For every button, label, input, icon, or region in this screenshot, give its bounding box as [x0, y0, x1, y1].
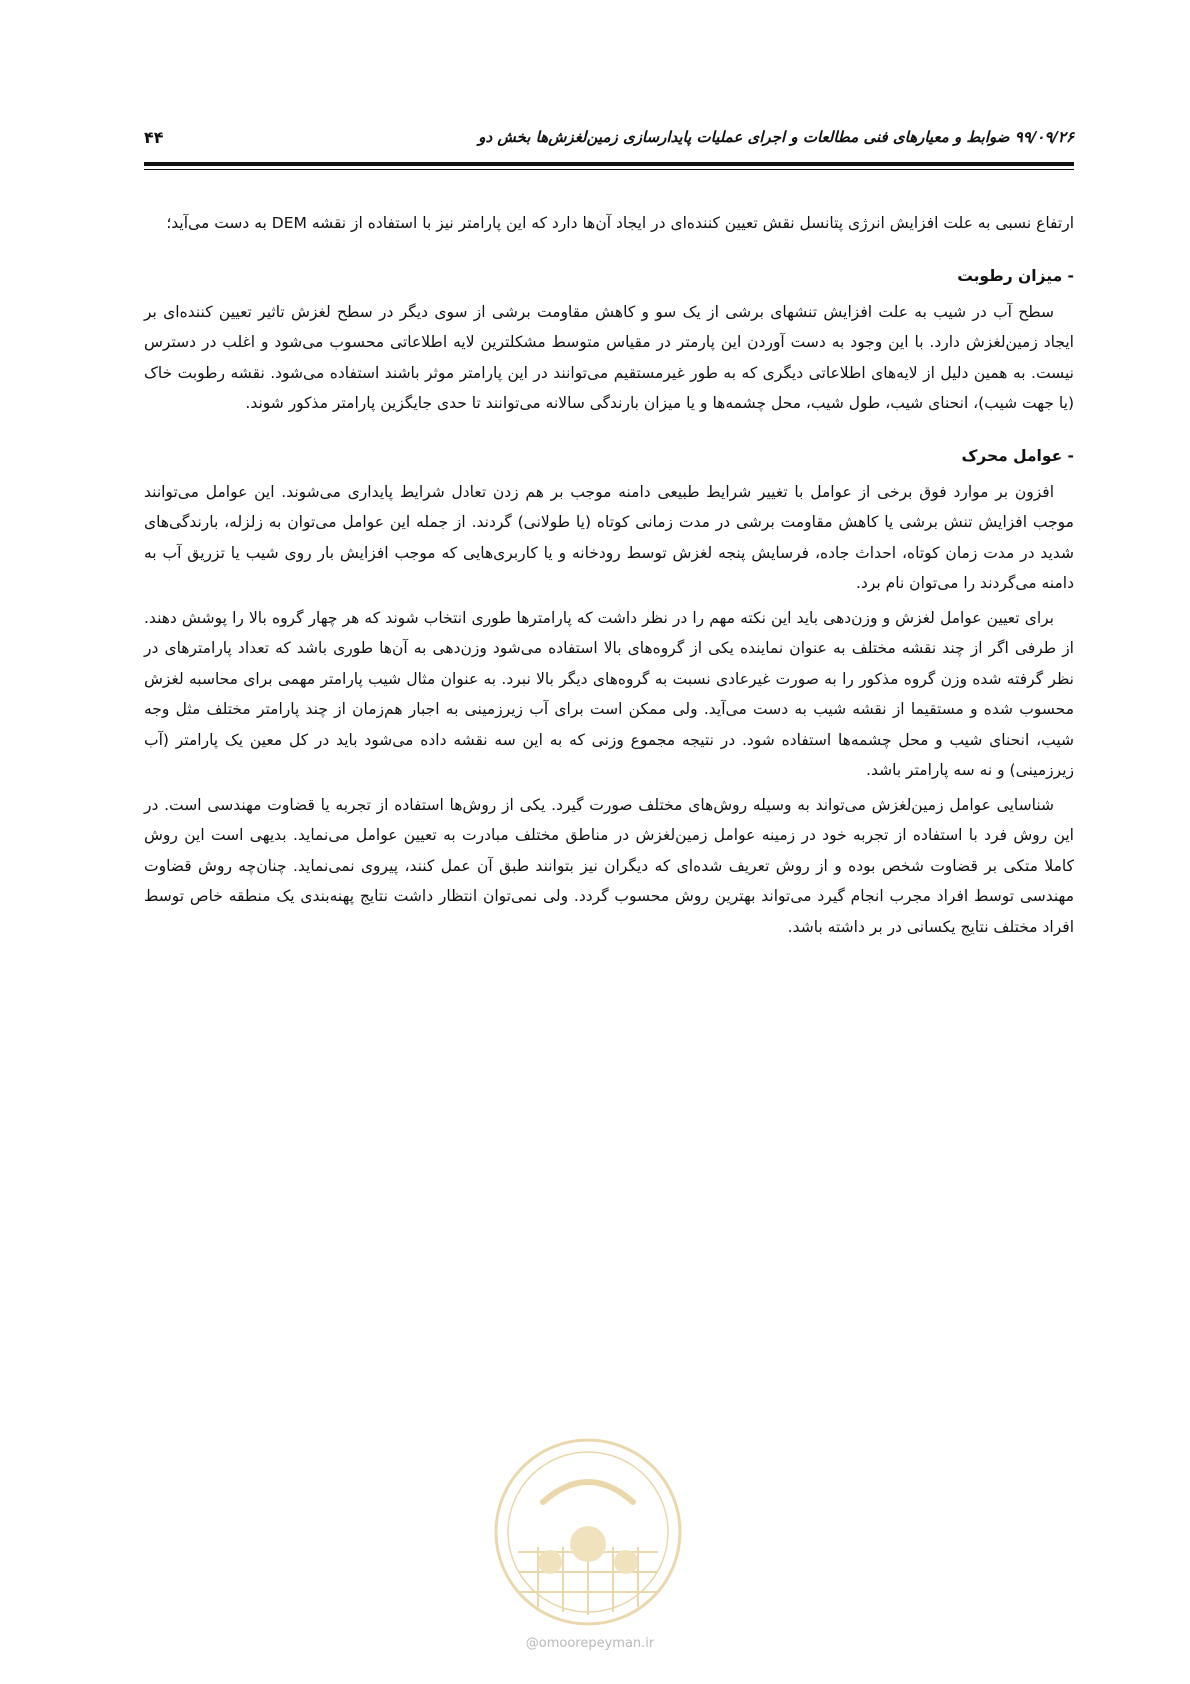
paragraph-identification: شناسایی عوامل زمین‌لغزش می‌تواند به وسیله روش‌های مختلف صورت گیرد. یکی از روش‌ها استفاده از تجربه یا قضاوت مهندسی است. در این روش فرد با استفاده از تجربه خود در زمینه عوامل زمین‌لغزش در مناطق مختلف مبادرت به تعیین عوامل می‌نماید. بدیهی است این روش کاملا متکی بر قضاوت شخص بوده و از روش تعریف شده‌ای که دیگران نیز بتوانند طبق آن عمل کنند، پیروی نمی‌نماید. چنان‌چه روش قضاوت مهندسی توسط افراد مجرب انجام گیرد می‌تواند بهترین روش محسوب گردد. ولی نمی‌توان انتظار داشت نتایج پهنه‌بندی یک منطقه خاص توسط افراد مختلف نتایج یکسانی در بر داشته باشد.	[144, 795, 1074, 936]
heading-moisture: - میزان رطوبت	[957, 266, 1074, 285]
paragraph-triggers: افزون بر موارد فوق برخی از عوامل با تغییر شرایط طبیعی دامنه موجب بر هم زدن تعادل شرایط پایداری می‌شوند. این عوامل می‌توانند موجب افزایش تنش برشی یا کاهش مقاومت برشی در مدت زمانی کوتاه (یا طولانی) گردند. از جمله این عوامل می‌توان به زلزله، بارندگی‌های شدید در مدت زمان کوتاه، احداث جاده، فرسایش پنجه لغزش توسط رودخانه و یا کاربری‌هایی که موجب افزایش بار روی شیب یا تزریق آب به دامنه می‌گردند را می‌توان نام برد.	[144, 482, 1074, 592]
watermark-logo-icon	[488, 1432, 688, 1632]
paragraph-relative-height: ارتفاع نسبی به علت افزایش انرژی پتانسل نقش تعیین کننده‌ای در ایجاد آن‌ها دارد که این پارامتر نیز با استفاده از نقشه DEM به دست می‌آید؛	[166, 214, 1074, 232]
paragraph-weighting: برای تعیین عوامل لغزش و وزن‌دهی باید این نکته مهم را در نظر داشت که پارامترها طوری انتخاب شوند که هر چهار گروه بالا را پوشش دهند. از طرفی اگر از چند نقشه مختلف به عنوان نماینده یکی از گروه‌های بالا استفاده می‌شود وزن‌دهی به آن‌ها طوری باشد که تعداد پارامترهای در نظر گرفته شده وزن گروه مذکور را به صورت غیرعادی نسبت به گروه‌های دیگر بالا نبرد. به عنوان مثال شیب پارامتر مهمی برای محاسبه لغزش محسوب شده و مستقیما از نقشه شیب به دست می‌آید. ولی ممکن است برای آب زیرزمینی به اجبار هم‌زمان از چند پارامتر مختلف مثل وجه شیب، انحنای شیب و محل چشمه‌ها استفاده شود. در نتیجه مجموع وزنی که به این سه نقشه داده می‌شود باید در کل معین یک پارامتر (آب زیرزمینی) و نه سه پارامتر باشد.	[144, 608, 1074, 779]
heading-triggers: - عوامل محرک	[961, 446, 1074, 465]
header-rule-thin	[144, 169, 1074, 170]
paragraph-moisture: سطح آب در شیب به علت افزایش تنشهای برشی از یک سو و کاهش مقاومت برشی از سوی دیگر در سطح لغزش تاثیر تعیین کننده‌ای بر ایجاد زمین‌لغزش دارد. با این وجود به دست آوردن این پارمتر در مقیاس متوسط مشکلترین لایه اطلاعاتی محسوب می‌شود و اغلب در دسترس نیست. به همین دلیل از لایه‌های اطلاعاتی دیگری که به طور غیرمستقیم می‌توانند در این پارامتر موثر باشند استفاده می‌شود. نقشه رطوبت خاک (یا جهت شیب)، انحنای شیب، طول شیب، محل چشمه‌ها و یا میزان بارندگی سالانه می‌توانند تا حدی جایگزین پارامتر مذکور شوند.	[144, 302, 1074, 412]
header-title: ۹۹/۰۹/۲۶ ضوابط و معیارهای فنی مطالعات و اجرای عملیات پایدارسازی زمین‌لغزش‌ها بخش دو	[478, 128, 1074, 146]
watermark-url: @omoorepeyman.ir	[525, 1636, 655, 1651]
page-content	[144, 208, 1074, 942]
page-number: ۴۴	[144, 128, 164, 147]
header-rule-thick	[144, 162, 1074, 166]
running-header	[144, 126, 1074, 160]
